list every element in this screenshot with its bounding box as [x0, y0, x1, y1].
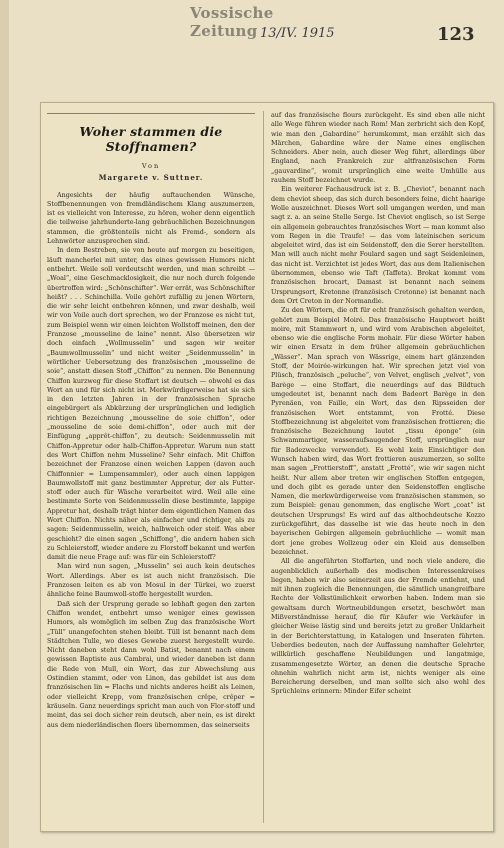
- article-paragraph: In dem Bestreben, sie von heute auf morgen zu beseitigen, läuft mancherlei mit unter, das eines gewissen Humors nicht entbehrt. Weile soll verdeutscht werden, und man schreibt — „Woal“, eine Geschmacklosigkeit, die nur noch durch folgende übertroffen wird: „Schönschifter“. Wer errät, was Schönschifter heißt? . . . Schinchilla. Voile gehört zufällig zu jenen Wörtern, die wir sehr leicht entbehren können, und zwar deshalb, weil wir von Voile auch dort sprechen, wo der Franzose es nicht tut, zum Beispiel wenn wir einen leichten Wollstoff meinen, den der Franzose „mousseline de laine“ nennt. Also übersetzen wir doch einfach „Wollmusselin“ und sagen wir weiter „Baumwollmusselin“ und nicht weiter „Seidenmusselin“ in wörtlicher Uebersetzung des französischen „mousseline de soie“, anstatt diesen Stoff „Chiffon“ zu nennen. Die Benennung Chiffon kurzweg für diese Stoffart ist deutsch — obwohl es das Wort an und für sich nicht ist. Merkwürdigerweise hat sie sich in den letzten Jahren in der französischen Sprache eingebürgert als Abkürzung der ursprünglichen und lediglich richtigen Bezeichnung „mousseline de soie chiffon“, oder „mousseline de soie demi-chiffon“, oder auch mit der Einfügung „apprêt-chiffon“, zu deutsch: Seidenmusselin mit Chiffon-Appretur oder halb-Chiffon-Appretur. Warum nun statt des Wort Chiffon nehm Musseline? Sehr einfach. Mit Chiffon bezeichnet der Franzose einen weichen Lappen (davon auch Chiffonnier = Lumpensammler), oder auch einen lappigen Baumwollstoff mit ganz bestimmter Appretur, der als Futter-stoff oder auch für Wäsche verarbeitet wird. Weil alle eine bestimmte Sorte von Seidenmusselin diese bestimmte, lappige Appretur hat, deshalb trägt hinter dem eigentlichen Namen das Wort Chiffon. Nichts näher als einfacher und richtiger, als zu sagen: Seidenmusselin, weich, halbweich oder steif. Was aber geschieht? die einen sagen „Schiffong“, die andern haben sich zu Schleierstoff, wieder andere zu Florstoff bekannt und werfen damit die neue Frage auf: was für ein Schleierstoff?: [47, 246, 255, 562]
- article-paragraph: Zu den Wörtern, die oft für echt französisch gehalten werden, gehört zum Beispiel Moiré. Das französische Hauptwort heißt moire, mit Stammwort n, und wird vom Arabischen abgeleitet, ebenso wie die englische Form mohair. Für diese Wörter haben wir einen Ersatz in dem früher allgemein gebräuchlichen „Wässer“. Man sprach von Wässrige, einem hart glänzenden Stoff, der Moirée-wirkungen hat. Wir sprechen jetzt viel von Plüsch, französisch „peluche“, von Velvet, englisch „velvet“, von Barège — eine Stoffart, die neuerdings auf das Bildtuch umgedeutet ist, benannt nach dem Badeort Barège in den Pyrenäen, von Faille, ein Wort, das den Ripsseiden der französischen Wort entstammt, von Frotté. Diese Stoffbezeichnung ist abgeleitet vom französischen frottieren; die französische Bezeichnung lautet „tissu éponge“ (ein Schwammartiger, wasseraufsaugender Stoff, ursprünglich nur für Badezwecke verwendet). Es wohl kein Einsichtiger den Wunsch haben wird, das Wort frottieren auszumerzen, so sollte man sagen „Frottierstoff“, anstatt „Frotté“, wie wir sagen nicht heißt. Nur allem aber treten wir englischen Stoffen entgegen, und doch gibt es gerade unter den Seidenstoffen englische Namen, die merkwürdigerweise vom französischen stammen, so zum Beispiel: genau genommen, das englische Wort „coat“ ist deutschen Ursprungs! Es wird auf das althochdeutsche Kozzo zurückgeführt, das dasselbe ist wie das heute noch in den bayerischen Gebirgen allgemein gebräuchliche — womit man dort jene grobes Wollzeug oder ein Kleid aus demselben bezeichnet.: [271, 306, 485, 556]
- newspaper-clipping: [40, 102, 494, 832]
- article-paragraph: All die angeführten Stoffarten, und noch viele andere, die augenblicklich außerhalb des modischen Interessenkreises liegen, haben wir also seinerzeit aus der Fremde entlehnt, und mit ihnen zugleich die Benennungen, die sämtlich unangreifbare Rechte der Volkstümlichkeit erworben haben. Indem man sie gewaltsam durch Wortneubildungen ersetzt, beschwört man Mißverständnisse herauf, die für Käufer wie Verkäufer in gleicher Weise lästig sind und bereits jetzt zu großer Unklarheit in der Berichterstattung, in Katalogen und Inseraten führten. Ueberdies bedeuten, nach der Auffassung namhafter Gelehrter, willkürlich geschaffene Neubildungen und langatmige, zusammengesetzte Wörter, an denen die deutsche Sprache ohnehin wahrlich nicht arm ist, nichts weniger als eine Bereicherung derselben, und man sollte sich also wohl des Sprüchleins erinnern: Minder Eifer scheint: [271, 557, 485, 696]
- article-author: Margarete v. Suttner.: [98, 173, 204, 183]
- article-paragraph: auf das französische flours zurückgeht. Es sind eben alle nicht alle Wege führen wieder nach Rom! Man zerbricht sich den Kopf, wie man den „Gabardine“ herumkommt, man erzählt sich das Märchen, Gabardine wäre der Name eines englischen Schneiders. Aber nein, auch dieser Weg führt, allerdings über England, nach Frankreich zur altfranzösischen Form „gauvardine“, womit ursprünglich eine weite Umhülle aus rauhem Stoff bezeichnet wurde.: [271, 111, 485, 185]
- top-rule: [47, 113, 255, 114]
- article-paragraph: Ein weiterer Fachausdruck ist z. B. „Cheviot“, benannt nach dem cheviot sheep, das sich durch besonders feine, dicht haarige Wolle auszeichnet. Dieses Wort soll umgangen werden, und man sagt z. a. an seine Stelle Serge. Ist Cheviot englisch, so ist Serge ein allgemein gebrauchtes französisches Wort — man kommt also vom Regen in die Traufe! — das vom lateinischen sericum abgeleitet wird, das ist ein Seidenstoff, den die Serer herstellten. Man will auch nicht mehr Foulard sagen und sagt Seidenleinen, das nicht ist. Verzichtet ist jedes Wort, das aus dem Italienischen übernommen, ebenso wie Taft (Taffeta). Brokat kommt vom französischen brocart, Damast ist benannt nach seinem Ursprungsort, Kretonne (französisch Cretonne) ist benannt nach dem Ort Creton in der Normandie.: [271, 185, 485, 305]
- page-number: 123: [437, 24, 475, 45]
- article-paragraph: Man wird nun sagen, „Musselin“ sei auch kein deutsches Wort. Allerdings. Aber es ist auch nicht französisch. Die Franzosen leiten es ab von Mosul in der Türkei, wo zuerst ähnliche feine Baumwoll-stoffe hergestellt wurden.: [47, 562, 255, 599]
- article-paragraph: Daß sich der Ursprung gerade so lebhaft gegen den zarten Chiffon wendet, entbehrt umso weniger eines gewissen Humors, als womöglich im selben Zug das französische Wort „Tüll“ unangefochten stehen bleibt. Tüll ist benannt nach dem Städtchen Tulle, wo dieses Gewebe zuerst hergestellt wurde. Nicht daneben steht dann wohl Batist, benannt nach einem gewissen Baptiste aus Cambrai, und wieder daneben ist dann die Rede von Mull, ein Wort, das zur Abwechslung aus Ostindien stammt, oder von Linon, das gebildet ist aus dem französischen lin = Flachs und nichts anderes heißt als Leinen, oder vielleicht Krepp, vom französischen crêpe, crêper = kräuseln. Ganz neuerdings spricht man auch von Flor-stoff und meint, das sei doch sicher rein deutsch, aber nein, es ist direkt aus dem niederländischen floers übernommen, das seinerseits: [47, 599, 255, 729]
- page-binding-edge: [0, 0, 9, 848]
- article-column-left: [47, 111, 255, 825]
- byline-von: Von: [141, 162, 161, 170]
- article-paragraph: Angesichts der häufig auftauchenden Wünsche, Stoffbenennungen von fremdländischem Klang auszumerzen, ist es vielleicht von Interesse, zu hören, woher denn eigentlich die teilweise jahrhunderte-lang gebräuchlichen Bezeichnungen stammen, die größtenteils nicht als Fremd-, sondern als Lehnwörter anzusprechen sind.: [47, 190, 255, 246]
- handwritten-date: 13/IV. 1915: [260, 26, 335, 41]
- newspaper-masthead-stamp: Vossische Zeitung: [190, 4, 274, 40]
- article-title: Woher stammen die Stoffnamen?: [79, 124, 223, 154]
- column-divider: [263, 111, 264, 823]
- article-column-right: [271, 111, 485, 825]
